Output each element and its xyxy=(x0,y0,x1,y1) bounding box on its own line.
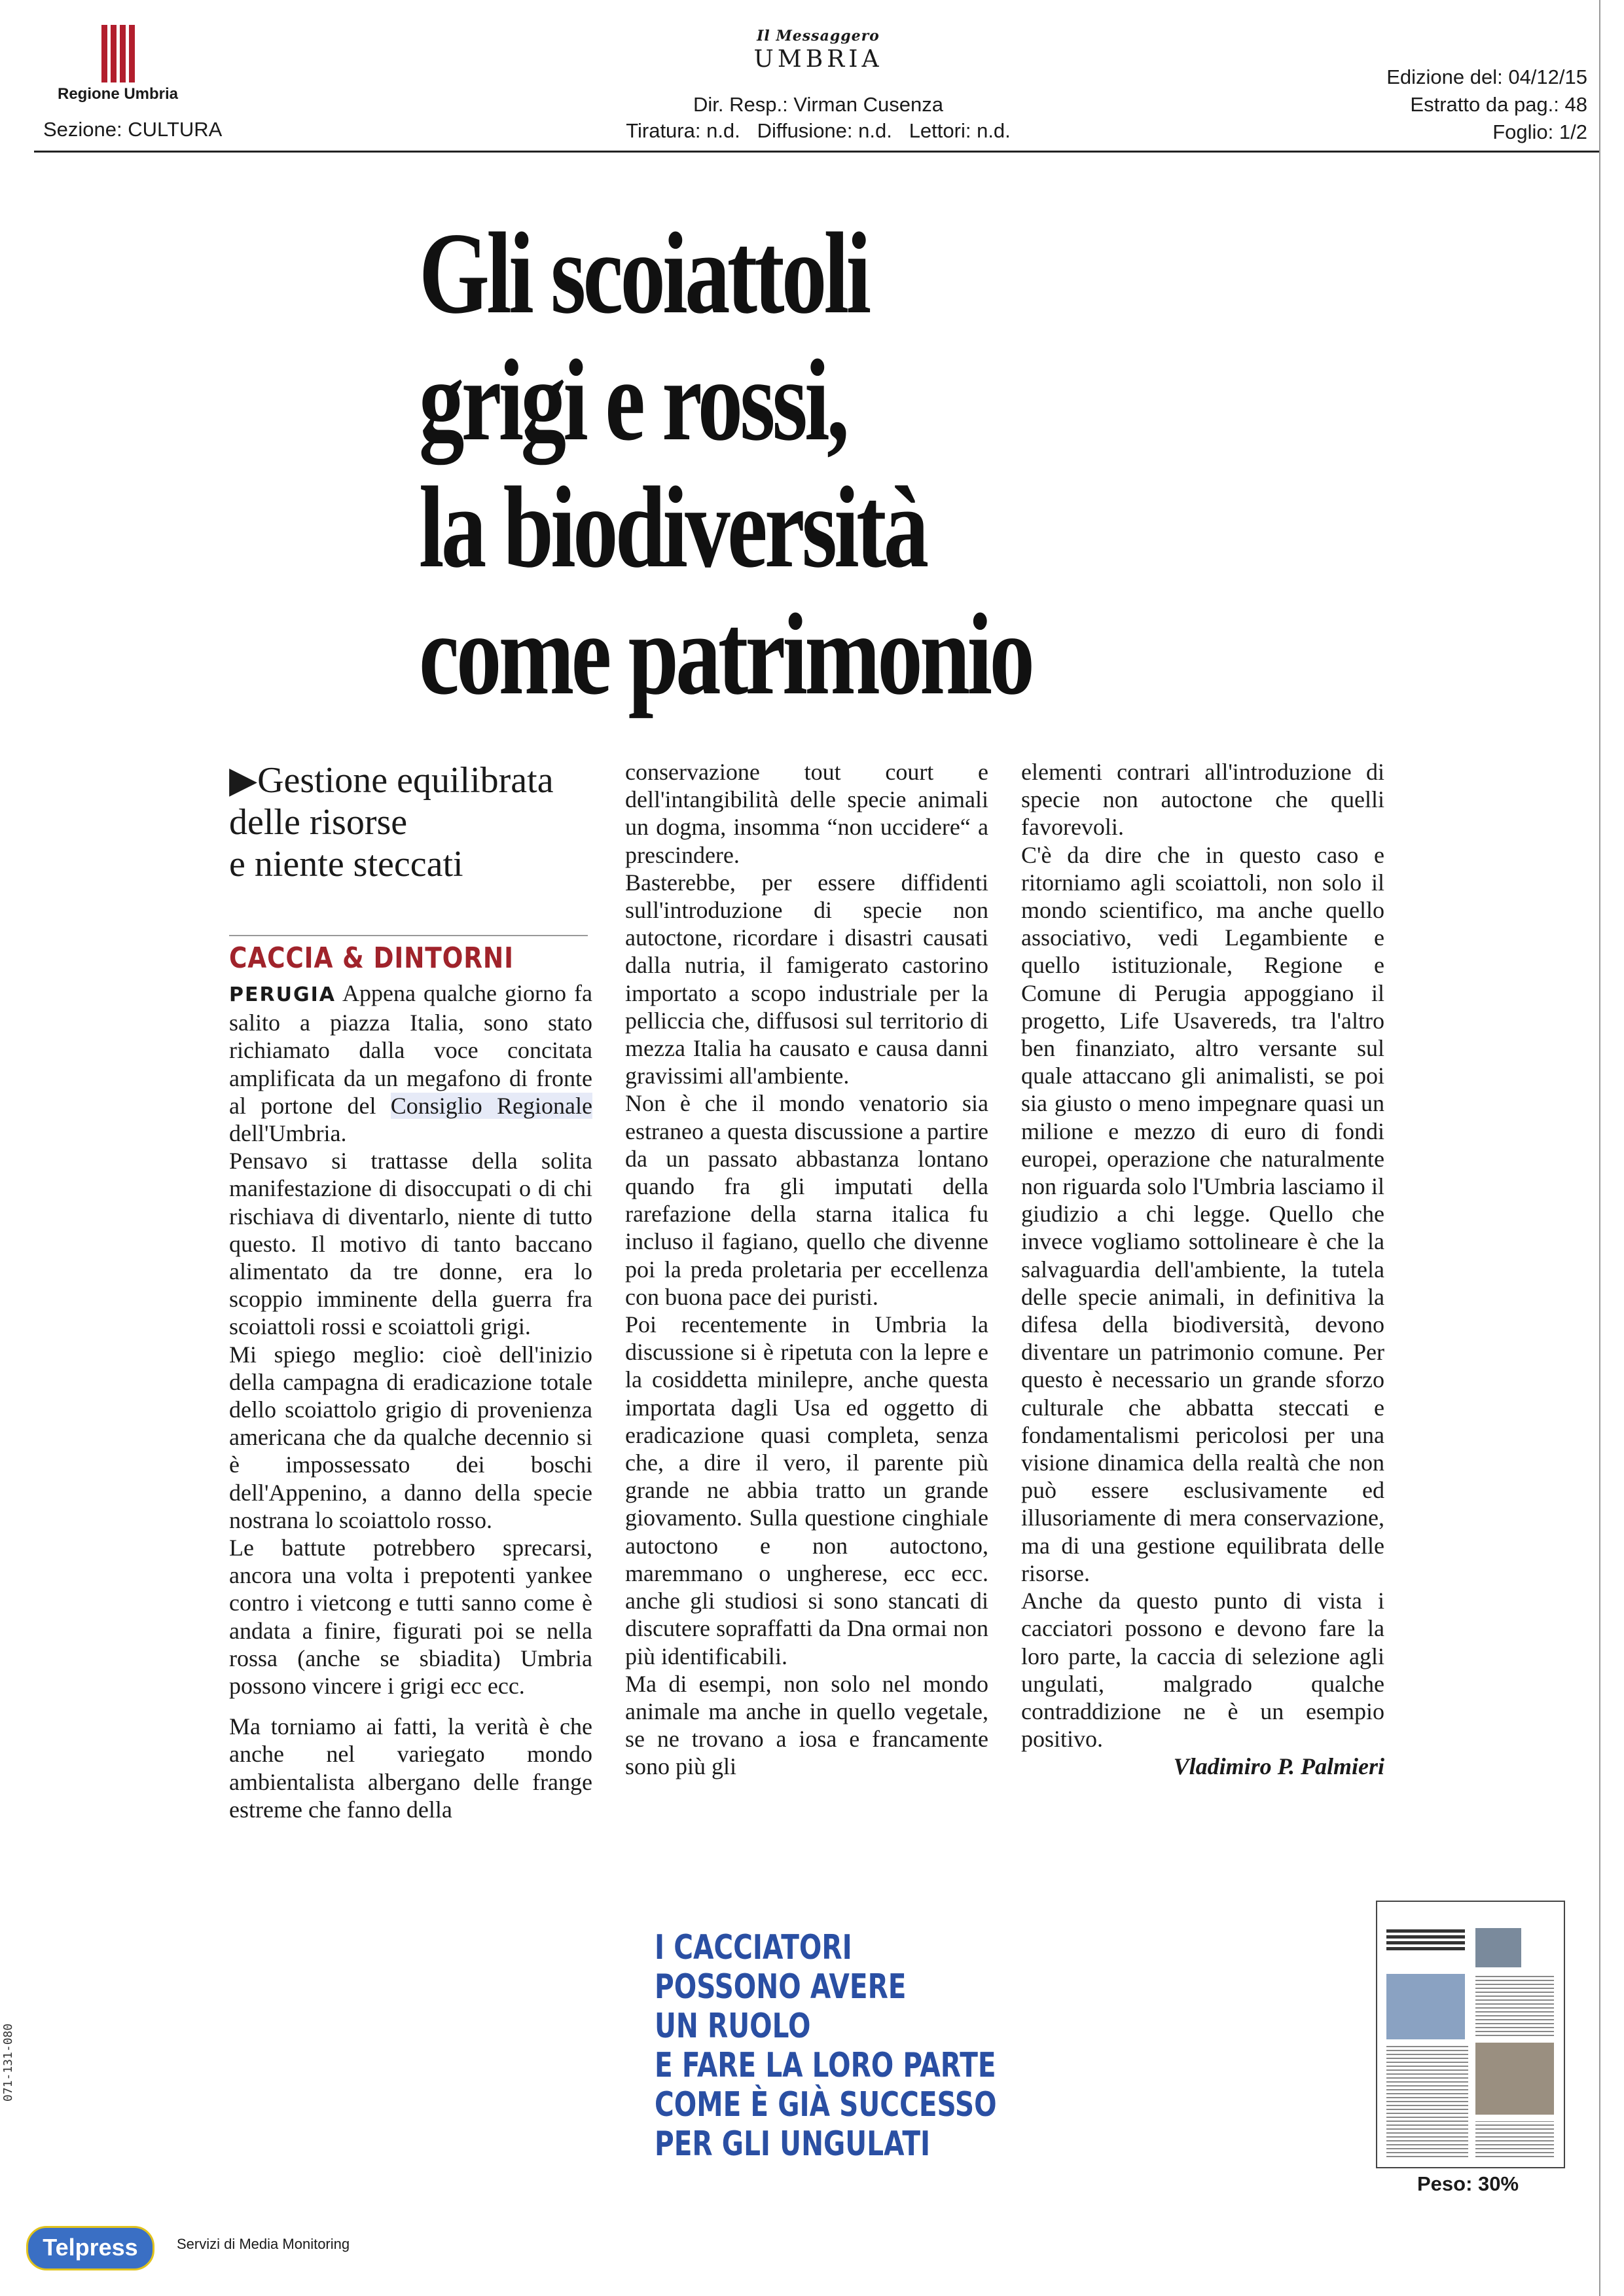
deck-rule xyxy=(229,935,588,936)
telpress-logo: Telpress xyxy=(26,2226,154,2270)
paragraph: Basterebbe, per essere diffidenti sull'introduzione di specie non autoctone, ricordare i disastri causati dalla nutria, il famigerato castorino importato a scopo industriale per la pelliccia che, diffusosi sul territorio di mezza Italia ha causato e causa danni gravissimi all'ambiente. xyxy=(625,869,988,1089)
section-kicker: CACCIA & DINTORNI xyxy=(229,941,514,975)
thumbnail-headline xyxy=(1386,1928,1465,1950)
section-label: Sezione: CULTURA xyxy=(43,118,223,141)
source-page: Estratto da pag.: 48 xyxy=(1410,93,1587,116)
deck-line: ▶Gestione equilibrata xyxy=(229,760,554,801)
side-code: 071-131-080 xyxy=(1,2023,15,2102)
paragraph: C'è da dire che in questo caso e ritorniamo agli scoiattoli, non solo il mondo scientifico, ma anche quello associativo, vedi Legambiente e quello istituzionale, Regione e Comune di Perugia appoggiano il progetto, Life Usavereds, tra l'altro ben finanziato, altro versante sul quale attaccano gli animalisti, se poi sia giusto o meno impegnare quasi un milione e mezzo di euro di fondi europei, operazione che naturalmente non riguarda solo l'Umbria lasciamo il giudizio a chi legge. Quello che invece vogliamo sottolineare è che la salvaguardia dell'ambiente, la tutela delle specie animali, in definitiva la difesa della biodiversità, devono diventare un patrimonio comune. Per questo è necessario un grande sforzo culturale che abbatta steccati e fondamentalismi pericolosi per una visione dinamica della realtà che non può essere esclusivamente ed illusoriamente di mera conservazione, ma di una gestione equilibrata delle risorse. xyxy=(1021,841,1384,1586)
pull-quote-line: COME È GIÀ SUCCESSO xyxy=(655,2085,997,2124)
paragraph xyxy=(229,979,592,1147)
masthead-title: Il Messaggero xyxy=(757,27,880,45)
circulation-label: Tiratura: n.d. Diffusione: n.d. Lettori: n.d. xyxy=(626,119,1011,142)
paragraph: Non è che il mondo venatorio sia estraneo a questa discussione a partire da un passato abbastanza lontano quando fra gli imputati della rarefazione della starna italica fu incluso il fagiano, quello che divenne poi la preda proletaria per eccellenza con buona pace dei puristi. xyxy=(625,1090,988,1310)
edition-date: Edizione del: 04/12/15 xyxy=(1386,65,1587,88)
highlighted-term: Consiglio Regionale xyxy=(390,1092,592,1119)
paragraph: Poi recentemente in Umbria la discussione si è ripetuta con la lepre e la cosiddetta minilepre, anche questa importata dagli Usa ed oggetto di eradicazione quasi completa, senza che, a dire il vero, il parente più grande ne abbia tratto un grande giovamento. Sulla questione cinghiale autoctono e non autoctono, maremmano o ungherese, ecc ecc. anche gli studiosi si sono stancati di discutere sopraffatti da Dna ormai non più identificabili. xyxy=(625,1311,988,1669)
pull-quote-line: POSSONO AVERE xyxy=(655,1967,907,2007)
headline-line: grigi e rossi, xyxy=(419,335,847,465)
headline-line: come patrimonio xyxy=(419,589,1032,719)
pull-quote-line: PER GLI UNGULATI xyxy=(655,2124,931,2164)
pull-quote-line: E FARE LA LORO PARTE xyxy=(655,2046,996,2085)
article-deck xyxy=(229,759,596,885)
footer-tagline: Servizi di Media Monitoring xyxy=(177,2236,350,2252)
deck-line: delle risorse xyxy=(229,802,408,843)
article-column-2 xyxy=(625,758,988,1781)
thumbnail-photo xyxy=(1475,2043,1554,2115)
pull-quote-line: UN RUOLO xyxy=(655,2007,811,2046)
thumbnail-photo xyxy=(1475,1928,1521,1967)
sheet-number: Foglio: 1/2 xyxy=(1492,120,1587,143)
pull-quote-line: I CACCIATORI xyxy=(655,1928,852,1967)
article-headline xyxy=(419,210,1083,718)
thumbnail-photo xyxy=(1386,1974,1465,2039)
headline-line: Gli scoiattoli xyxy=(419,208,869,338)
paragraph: conservazione tout court e dell'intangibilità delle specie animali un dogma, insomma “non uccidere“ a prescindere. xyxy=(625,759,988,868)
region-label: Regione Umbria xyxy=(58,85,179,103)
paragraph: Pensavo si trattasse della solita manifestazione di disoccupati o di chi rischiava di diventarlo, niente di tutto questo. Il motivo di tanto baccano alimentato da tre donne, era lo scoppio imminente della guerra fra scoiattoli rossi e scoiattoli grigi. xyxy=(229,1148,592,1340)
article-column-3 xyxy=(1021,758,1384,1781)
paragraph: Ma di esempi, non solo nel mondo animale ma anche in quello vegetale, se ne trovano a iosa e francamente sono più gli xyxy=(625,1670,988,1780)
paragraph: Le battute potrebbero sprecarsi, ancora una volta i prepotenti yankee contro i vietcong e tutti sanno come è andata a finire, figurati poi se nella rossa (anche se sbiadita) Umbria possono vincere i grigi ecc ecc. xyxy=(229,1535,592,1700)
masthead-subtitle: UMBRIA xyxy=(753,46,883,73)
pull-quote xyxy=(655,1928,1012,2164)
deck-line: e niente steccati xyxy=(229,844,463,884)
dateline: PERUGIA xyxy=(229,983,336,1006)
weight-label: Peso: 30% xyxy=(1417,2172,1519,2195)
header-rule xyxy=(34,151,1600,153)
paragraph-text: dell'Umbria. xyxy=(229,1120,347,1147)
page-edge-rule xyxy=(1599,0,1600,2296)
paragraph-text: Appena qualche giorno fa salito a piazza Italia, sono stato richiamato dalla voce concitata amplificata da un megafono di fronte al portone del xyxy=(229,980,592,1119)
paragraph: Ma torniamo ai fatti, la verità è che anche nel variegato mondo ambientalista albergano delle frange estreme che fanno della xyxy=(229,1713,592,1823)
article-column-1 xyxy=(229,979,592,1823)
director-label: Dir. Resp.: Virman Cusenza xyxy=(693,93,943,116)
thumbnail-text xyxy=(1386,2046,1468,2157)
thumbnail-text xyxy=(1475,1974,1554,2036)
headline-line: la biodiversità xyxy=(419,462,926,592)
page-thumbnail xyxy=(1376,1901,1565,2168)
thumbnail-text xyxy=(1475,2121,1554,2157)
paragraph: elementi contrari all'introduzione di specie non autoctone che quelli favorevoli. xyxy=(1021,759,1384,841)
paragraph: Mi spiego meglio: cioè dell'inizio della campagna di eradicazione totale dello scoiattolo grigio di provenienza americana che da qualche decennio si è impossessato dei boschi dell'Appenino, a danno della specie nostrana lo scoiattolo rosso. xyxy=(229,1341,592,1533)
paragraph: Anche da questo punto di vista i cacciatori possono e devono fare la loro parte, la caccia di selezione agli ungulati, malgrado qualche contraddizione ne è un esempio positivo. xyxy=(1021,1588,1384,1753)
regione-umbria-logo xyxy=(101,25,137,82)
author-signature: Vladimiro P. Palmieri xyxy=(1173,1753,1384,1780)
